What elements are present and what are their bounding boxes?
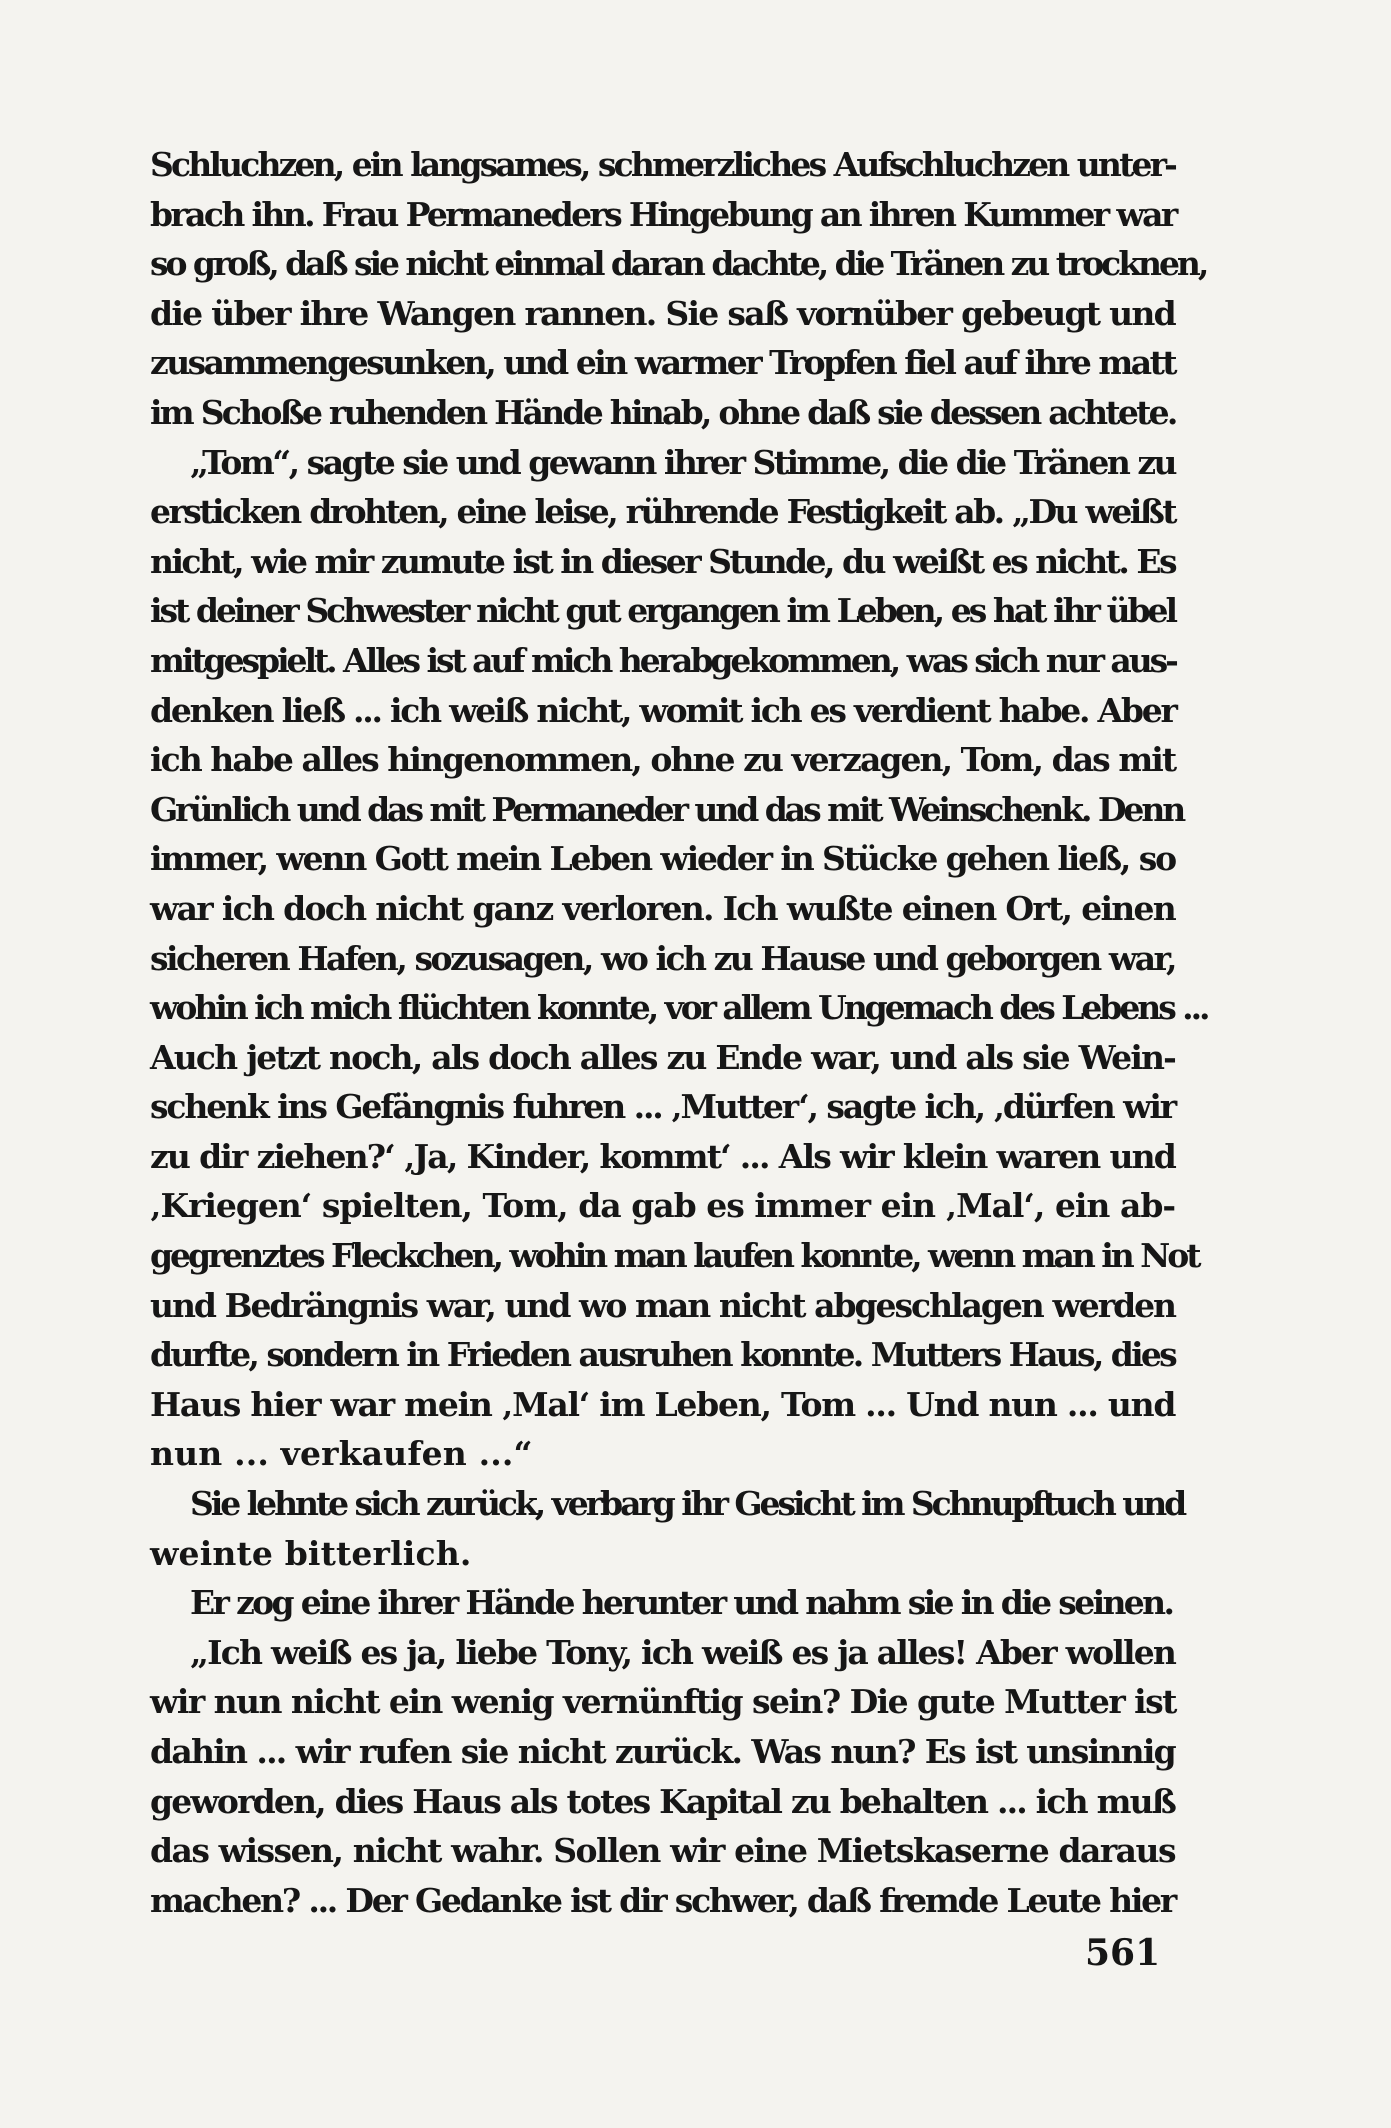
text-line: immer, wenn Gott mein Leben wieder in Stücke gehen ließ, so <box>150 839 1175 879</box>
text-line: „Ich weiß es ja, liebe Tony, ich weiß es ja alles! Aber wollen <box>190 1632 1175 1672</box>
text-line: Haus hier war mein ‚Mal‘ im Leben, Tom ... Und nun ... und <box>150 1384 1176 1424</box>
text-line: so groß, daß sie nicht einmal daran dachte, die Tränen zu trocknen, <box>150 244 1207 284</box>
text-line: machen? ... Der Gedanke ist dir schwer, daß fremde Leute hier <box>150 1880 1175 1920</box>
text-line: Auch jetzt noch, als doch alles zu Ende war, und als sie Wein- <box>150 1037 1175 1077</box>
text-line: war ich doch nicht ganz verloren. Ich wußte einen Ort, einen <box>150 888 1175 928</box>
text-line: Grünlich und das mit Permaneder und das mit Weinschenk. Denn <box>150 789 1184 829</box>
text-line: brach ihn. Frau Permaneders Hingebung an ihren Kummer war <box>150 194 1176 234</box>
text-line: Schluchzen, ein langsames, schmerzliches Aufschluchzen unter- <box>150 145 1175 184</box>
text-line: nicht, wie mir zumute ist in dieser Stunde, du weißt es nicht. Es <box>150 541 1175 581</box>
text-line: denken ließ ... ich weiß nicht, womit ich es verdient habe. Aber <box>150 690 1176 730</box>
text-line: gegrenztes Fleckchen, wohin man laufen konnte, wenn man in Not <box>150 1236 1199 1276</box>
text-line: das wissen, nicht wahr. Sollen wir eine Mietskaserne daraus <box>150 1831 1175 1871</box>
text-line: ‚Kriegen‘ spielten, Tom, da gab es immer ein ‚Mal‘, ein ab- <box>150 1186 1175 1226</box>
text-line: Er zog eine ihrer Hände herunter und nahm sie in die seinen. <box>190 1583 1173 1623</box>
text-line: schenk ins Gefängnis fuhren ... ‚Mutter‘, sagte ich, ‚dürfen wir <box>150 1087 1175 1127</box>
text-line: weinte bitterlich. <box>150 1533 472 1573</box>
text-line: dahin ... wir rufen sie nicht zurück. Was nun? Es ist unsinnig <box>150 1732 1175 1771</box>
text-line: Sie lehnte sich zurück, verbarg ihr Gesicht im Schnupftuch und <box>190 1484 1185 1524</box>
text-line: und Bedrängnis war, und wo man nicht abgeschlagen werden <box>150 1285 1175 1325</box>
text-line: ich habe alles hingenommen, ohne zu verzagen, Tom, das mit <box>150 740 1176 780</box>
text-line: nun ... verkaufen ...“ <box>150 1434 533 1474</box>
text-line: „Tom“, sagte sie und gewann ihrer Stimme, die die Tränen zu <box>190 442 1175 482</box>
text-line: wohin ich mich flüchten konnte, vor allem Ungemach des Lebens ... <box>150 988 1208 1028</box>
text-line: wir nun nicht ein wenig vernünftig sein? Die gute Mutter ist <box>150 1682 1176 1722</box>
page-number: 561 <box>1085 1932 1161 1974</box>
body-text <box>150 140 1208 1925</box>
text-line: geworden, dies Haus als totes Kapital zu behalten ... ich muß <box>150 1781 1175 1821</box>
text-line: ersticken drohten, eine leise, rührende Festigkeit ab. „Du weißt <box>150 492 1175 532</box>
text-line: zu dir ziehen?‘ ‚Ja, Kinder, kommt‘ ... Als wir klein waren und <box>150 1136 1175 1176</box>
text-line: im Schoße ruhenden Hände hinab, ohne daß sie dessen achtete. <box>150 392 1176 432</box>
text-line: zusammengesunken, und ein warmer Tropfen fiel auf ihre matt <box>150 343 1175 383</box>
text-line: die über ihre Wangen rannen. Sie saß vornüber gebeugt und <box>150 293 1175 333</box>
text-line: mitgespielt. Alles ist auf mich herabgekommen, was sich nur aus- <box>150 640 1176 680</box>
text-line: ist deiner Schwester nicht gut ergangen im Leben, es hat ihr übel <box>150 591 1175 631</box>
text-line: durfte, sondern in Frieden ausruhen konnte. Mutters Haus, dies <box>150 1335 1175 1375</box>
text-line: sicheren Hafen, sozusagen, wo ich zu Hause und geborgen war, <box>150 938 1175 978</box>
